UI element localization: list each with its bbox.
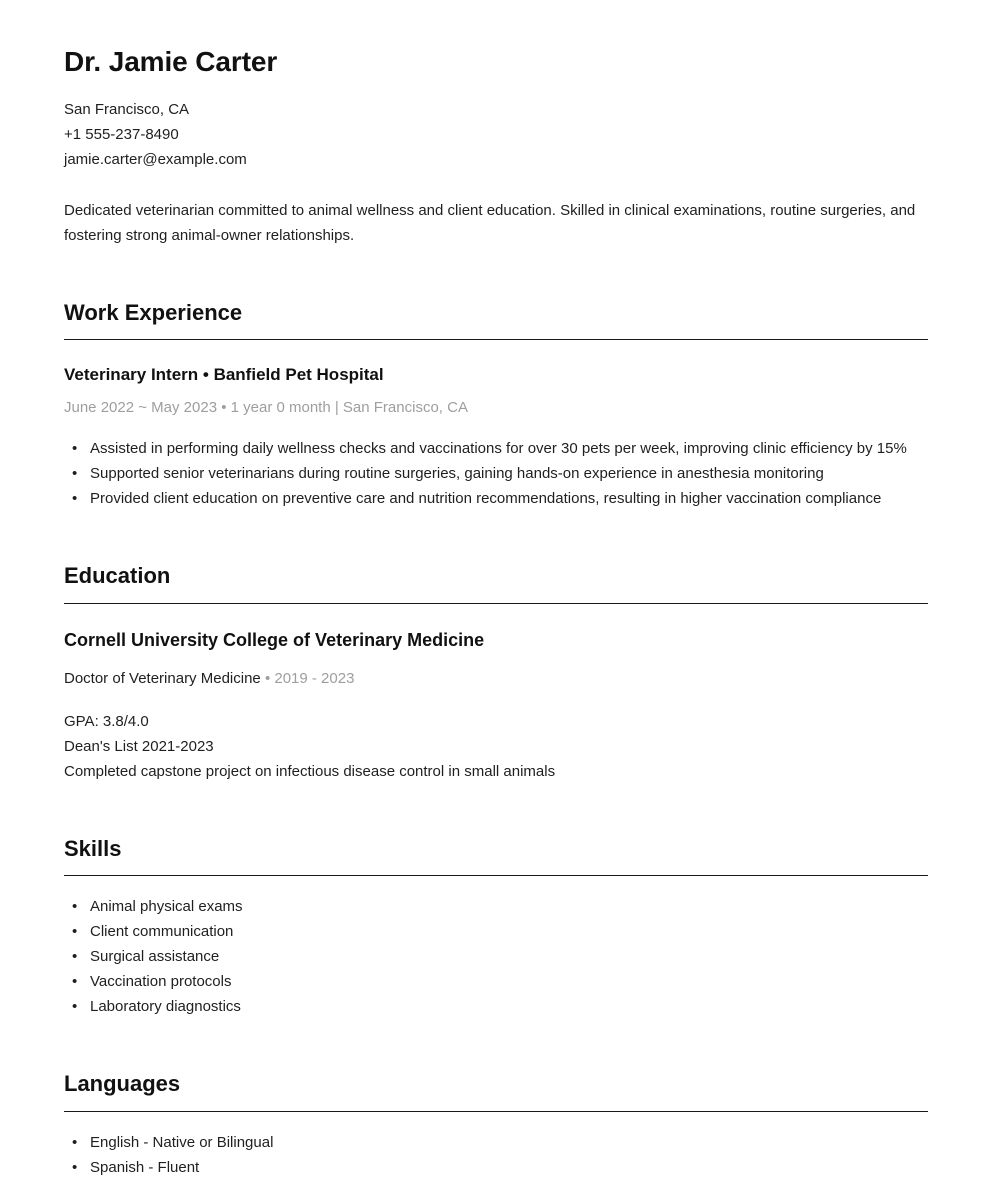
- work-bullet: • Supported senior veterinarians during routine surgeries, gaining hands-on experience in anesthesia monitoring: [64, 461, 928, 486]
- education-details: [64, 709, 928, 784]
- work-bullet: • Assisted in performing daily wellness checks and vaccinations for over 30 pets per week, improving clinic efficiency by 15%: [64, 436, 928, 461]
- language-item: • English - Native or Bilingual: [64, 1130, 928, 1155]
- skill-item: • Laboratory diagnostics: [64, 994, 928, 1019]
- section-divider: [64, 603, 928, 604]
- education-dates: • 2019 - 2023: [264, 670, 355, 688]
- contact-location: San Francisco, CA: [64, 101, 190, 118]
- section-title-languages: Languages: [64, 1071, 181, 1097]
- section-education: [64, 563, 928, 784]
- section-title-skills: Skills: [64, 836, 122, 862]
- work-entry-bullets: [64, 436, 928, 511]
- education-degree: Doctor of Veterinary Medicine: [64, 670, 261, 688]
- section-work-experience: [64, 300, 928, 511]
- education-detail: GPA: 3.8/4.0: [64, 713, 149, 731]
- skill-item: • Vaccination protocols: [64, 969, 928, 994]
- education-degree-line: [64, 668, 928, 689]
- work-entry: [64, 364, 928, 511]
- languages-list: [64, 1130, 928, 1180]
- contact-email: jamie.carter@example.com: [64, 151, 247, 168]
- skill-item: • Client communication: [64, 919, 928, 944]
- resume-header: [64, 44, 928, 248]
- skills-list: [64, 894, 928, 1019]
- skill-item: • Animal physical exams: [64, 894, 928, 919]
- candidate-name: Dr. Jamie Carter: [64, 46, 278, 77]
- work-entry-title: Veterinary Intern • Banfield Pet Hospital: [64, 365, 384, 385]
- section-title-work-experience: Work Experience: [64, 300, 243, 325]
- education-entry: [64, 628, 928, 784]
- section-divider: [64, 1111, 928, 1112]
- skill-item: • Surgical assistance: [64, 944, 928, 969]
- education-detail: Dean's List 2021-2023: [64, 738, 214, 756]
- section-languages: [64, 1071, 928, 1179]
- work-entry-meta: June 2022 ~ May 2023 • 1 year 0 month | San Francisco, CA: [64, 399, 468, 417]
- section-divider: [64, 875, 928, 876]
- contact-phone: +1 555-237-8490: [64, 126, 179, 143]
- education-detail: Completed capstone project on infectious disease control in small animals: [64, 763, 556, 781]
- section-divider: [64, 339, 928, 340]
- language-item: • Spanish - Fluent: [64, 1155, 928, 1180]
- professional-summary: Dedicated veterinarian committed to animal wellness and client education. Skilled in clinical examinations, routine surgeries, and fostering strong animal-owner relationships.: [64, 202, 916, 244]
- work-bullet: • Provided client education on preventive care and nutrition recommendations, resulting in higher vaccination compliance: [64, 486, 928, 511]
- education-institution: Cornell University College of Veterinary Medicine: [64, 629, 485, 650]
- section-title-education: Education: [64, 563, 171, 589]
- section-skills: [64, 836, 928, 1019]
